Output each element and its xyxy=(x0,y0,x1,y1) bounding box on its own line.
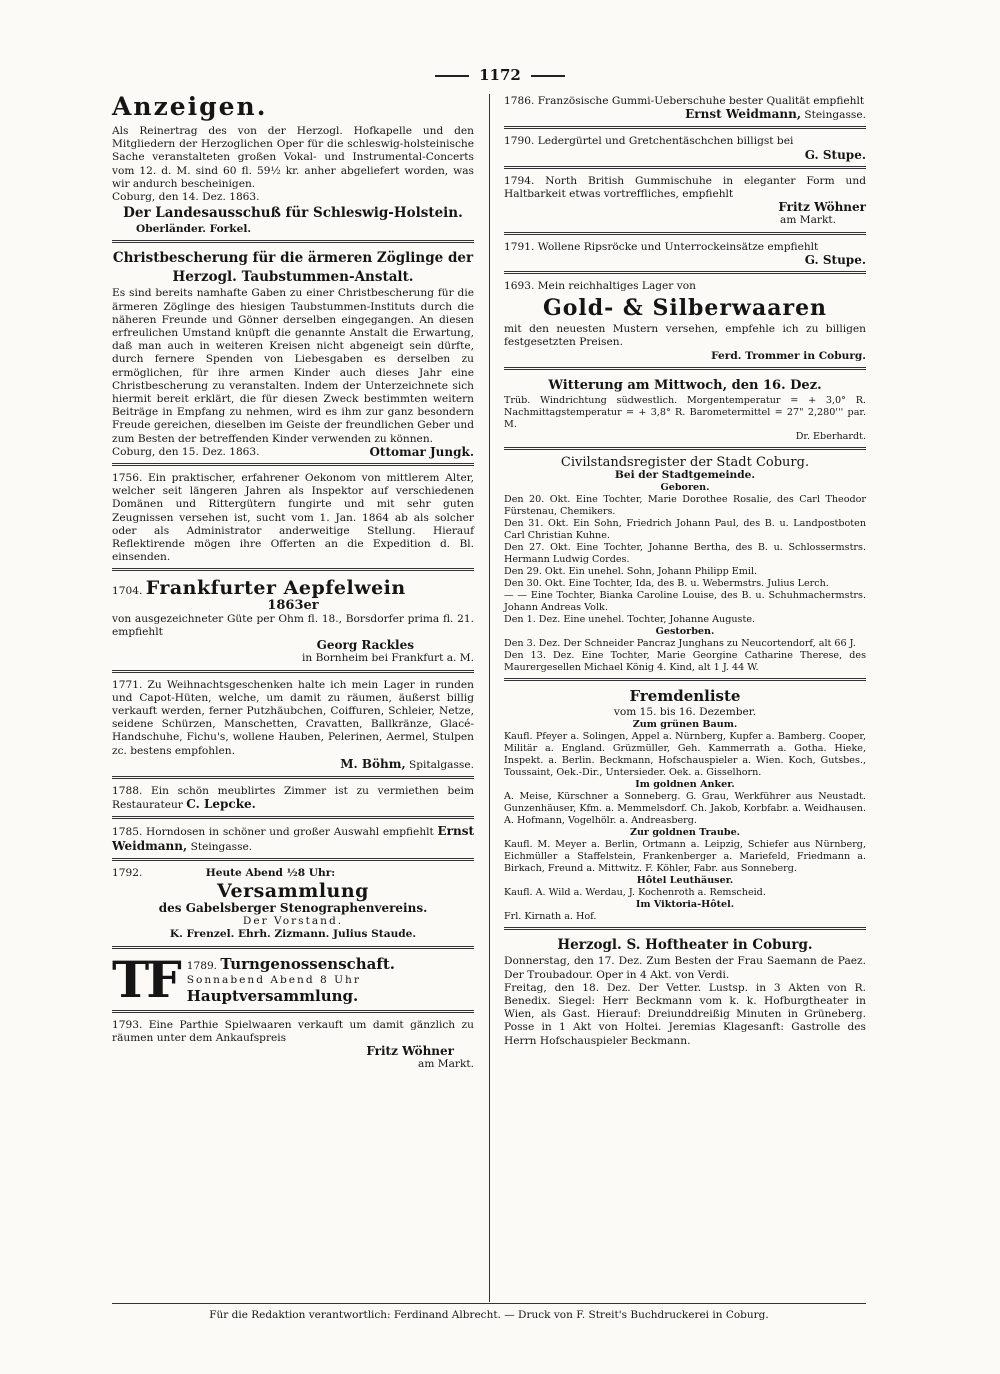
ad-gold-silber xyxy=(504,277,866,370)
ad-ledergurtel xyxy=(504,132,866,168)
ad-text: Wollene Ripsröcke und Unterrockeinsätze empfiehlt xyxy=(537,240,819,253)
signers: K. Frenzel. Ehrh. Zizmann. Julius Staude. xyxy=(169,928,417,941)
visitors-sections xyxy=(504,719,866,923)
place-date: Coburg, den 15. Dez. 1863. xyxy=(112,445,260,458)
ad-text: North British Gummischuhe in eleganter Form und Haltbarkeit etwas vortreffliches, empfiehlt xyxy=(504,174,866,201)
signer: G. Stupe. xyxy=(804,147,866,162)
ad-christbescherung xyxy=(112,246,474,466)
ad-text: Zu Weihnachtsgeschenken halte ich mein Lager in runden und Capot-Hüten, welche, um damit zu räumen, äußerst billig verkauft werden, ferner Putzhäubchen, Coiffuren, Schleier, Netze, seidene Schürzen, Manschetten, Cravatten, Ballkränze, Glacé-Handschuhe, Fichu's, wollene Hauben, Pelerinen, Aermel, Stulpen zc. bestens empfohlen. xyxy=(112,678,474,757)
ad-subtitle: Hauptversammlung. xyxy=(186,986,359,1005)
signer: Ernst Weidmann, xyxy=(685,107,802,122)
signer: M. Böhm, xyxy=(340,756,406,771)
tf-logo-glyph: TF xyxy=(112,950,179,1010)
signers: Oberländer. Forkel. xyxy=(136,223,252,236)
ad-huete xyxy=(112,676,474,779)
ad-number: 1792. xyxy=(112,866,143,879)
location: am Markt. xyxy=(780,214,836,227)
signer: G. Stupe. xyxy=(804,252,866,267)
ad-number: 1794. xyxy=(504,174,535,187)
visitors-dates: vom 15. bis 16. Dezember. xyxy=(613,706,757,719)
section-name: Zur goldnen Traube. xyxy=(629,827,741,839)
ad-text: Es sind bereits namhafte Gaben zu einer Christbescherung für die ärmeren Zöglinge des hiesigen Taubstummen-Instituts durch die näheren Freunde und Gönner derselben eingegangen. An diesen erfreulichen Umstand knüpft die genannte Anstalt die Erwartung, daß man auch in weiteren Kreisen nicht abgeneigt sein dürfte, durch fernere Spenden von Liebesgaben es derselben zu ermöglichen, für ihre armen Kinder auch dieses Jahr eine Christbescherung zu veranstalten. Indem der Unterzeichnete sich hiermit bereit erklärt, die für diesen Zweck bestimmten weitern Beiträge in Empfang zu nehmen, wird es ihm zur ganz besondern Freude gereichen, dieselben im Geiste der freundlichen Geber und zum Besten der betreffenden Kinder verwenden zu können. xyxy=(112,287,474,445)
right-column xyxy=(504,92,866,1055)
ad-text: Ein praktischer, erfahrener Oekonom von mittlerem Alter, welcher seit längeren Jahren als Inspektor auf verschiedenen Domänen und Rittergütern fungirte und mit sehr guten Zeugnissen versehen ist, sucht vom 1. Jan. 1864 ab als solcher oder als Administrator anderweitige Stellung. Hierauf Reflektirende mögen ihre Offerten an die Expedition d. Bl. einsenden. xyxy=(112,472,474,564)
theater-entry: Donnerstag, den 17. Dez. Zum Besten der Frau Saemann de Paez. Der Troubadour. Oper in 4 Akt. von Verdi. xyxy=(504,955,866,981)
ad-horndosen xyxy=(112,822,474,860)
died-list xyxy=(504,638,866,674)
list-item: Den 27. Okt. Eine Tochter, Johanne Bertha, des B. u. Schlossermstrs. Hermann Ludwig Cordes. xyxy=(504,542,866,566)
list-item: Den 30. Okt. Eine Tochter, Ida, des B. u. Webermstrs. Julius Lerch. xyxy=(504,578,829,590)
ad-text: Ledergürtel und Gretchentäschchen billigst bei xyxy=(537,135,794,148)
ad-number: 1704. xyxy=(112,585,143,598)
ad-number: 1756. xyxy=(112,472,143,485)
ad-text: Horndosen in schöner und großer Auswahl empfiehlt xyxy=(146,826,434,839)
location: Spitalgasse. xyxy=(409,758,474,771)
ad-gummi-ueberschuhe xyxy=(504,92,866,129)
list-item: — — Eine Tochter, Bianka Caroline Louise, des B. u. Schuhmachermstrs. Johann Andreas Volk. xyxy=(504,590,866,614)
ad-line-2: des Gabelsberger Stenographenvereins. xyxy=(158,900,428,915)
signer: Fritz Wöhner xyxy=(778,200,866,215)
ad-number: 1786. xyxy=(504,95,535,107)
ad-text: Ein schön meublirtes Zimmer ist zu vermiethen beim Restaurateur xyxy=(112,784,474,812)
theater-title: Herzogl. S. Hoftheater in Coburg. xyxy=(557,937,813,954)
section-text: Kaufl. Pfeyer a. Solingen, Appel a. Nürnberg, Kupfer a. Bamberg. Cooper, Militär a. England. Grüzmüller, Geh. Kammerrath a. Gotha. Hieke, Inspekt. a. Berlin. Beckmann, Hofschauspieler a. Wien. Koch, Gutsbes., Toussaint, Oek.-Dir., Untersieder. Oek. a. Gisselhorn. xyxy=(504,731,866,779)
ad-title: Gold- & Silberwaaren xyxy=(542,295,828,322)
place-date: Coburg, den 14. Dez. 1863. xyxy=(112,191,260,204)
ad-line: Heute Abend ½8 Uhr: xyxy=(205,866,336,879)
imprint-footer: Für die Redaktion verantwortlich: Ferdinand Albrecht. — Druck von F. Streit's Buchdruckerei in Coburg. xyxy=(112,1303,866,1321)
ad-north-british xyxy=(504,172,866,235)
ad-number: 1771. xyxy=(112,678,143,691)
ad-text: mit den neuesten Mustern versehen, empfehle ich zu billigen festgesetzten Preisen. xyxy=(504,323,866,349)
ad-concert-receipt xyxy=(112,122,474,243)
signer: Ernst Weidmann, xyxy=(112,824,474,853)
ad-number: 1785. xyxy=(112,826,143,839)
signer: Ottomar Jungk. xyxy=(369,444,474,459)
list-item: Den 20. Okt. Eine Tochter, Marie Dorothee Rosalie, des Carl Theodor Fürstenau, Chemikers. xyxy=(504,494,866,518)
list-item: Den 29. Okt. Ein unehel. Sohn, Johann Philipp Emil. xyxy=(504,566,758,578)
ad-number: 1693. xyxy=(504,280,535,293)
location: Steingasse. xyxy=(190,840,253,853)
section-text: Kaufl. M. Meyer a. Berlin, Ortmann a. Leipzig, Schiefer aus Nürnberg, Eichmüller a Staffelstein, Frankenberger a. Mariefeld, Friedmann a. Birkach, Freund a. Mittwitz. F. Köhler, Fabr. aus Sonneberg. xyxy=(504,839,866,875)
list-item: Den 1. Dez. Eine unehel. Tochter, Johanne Auguste. xyxy=(504,614,756,626)
civil-register xyxy=(504,453,866,681)
organization: Der Landesausschuß für Schleswig-Holstein. xyxy=(123,205,463,222)
signer: Ferd. Trommer in Coburg. xyxy=(711,349,866,362)
weather-report xyxy=(504,373,866,450)
section-text: A. Meise, Kürschner a Sonneberg. G. Grau, Werkführer aus Neustadt. Gunzenhäuser, Kfm. a. Memmelsdorf. Ch. Jakob, Korbfabr. a. Weidhausen. A. Hofmann, Vogelhölr. a. Andreasberg. xyxy=(504,791,866,827)
section-heading: Anzeigen. xyxy=(112,92,268,121)
weather-signer: Dr. Eberhardt. xyxy=(795,430,866,442)
ad-number: 1789. xyxy=(186,959,218,972)
section-name: Zum grünen Baum. xyxy=(632,719,738,731)
ad-line-3: Der Vorstand. xyxy=(242,915,344,928)
born-heading: Geboren. xyxy=(660,482,710,494)
ad-number: 1793. xyxy=(112,1018,143,1031)
ad-turngenossenschaft xyxy=(112,952,474,1013)
ad-text: Eine Parthie Spielwaaren verkauft um damit gänzlich zu räumen unter dem Ankaufspreis xyxy=(112,1018,474,1044)
ad-oekonom xyxy=(112,469,474,571)
ad-text: Als Reinertrag des von der Herzogl. Hofkapelle und den Mitgliedern der Herzoglichen Oper für die schleswig-holsteinische Sache veranstalteten großen Vokal- und Instrumental-Concerts vom 12. d. M. sind 60 fl. 59½ kr. anher abgeliefert worden, was wir andurch bescheinigen. xyxy=(112,125,474,190)
ad-zimmer xyxy=(112,782,474,819)
name: C. Lepcke. xyxy=(186,797,256,812)
left-column xyxy=(112,92,474,1079)
ad-year: 1863er xyxy=(267,598,319,614)
weather-text: Trüb. Windrichtung südwestlich. Morgentemperatur = + 3,0° R. Nachmittagstemperatur = + 3,8° R. Barometermittel = 27" 2,280''' par. M. xyxy=(504,394,866,430)
location: am Markt. xyxy=(418,1058,474,1071)
ad-title: Versammlung xyxy=(217,879,369,902)
list-item: Den 3. Dez. Der Schneider Pancraz Junghans zu Neucortendorf, alt 66 J. xyxy=(504,638,856,650)
theater-program xyxy=(504,933,866,1051)
section-name: Im goldnen Anker. xyxy=(635,779,735,791)
ad-number: 1790. xyxy=(504,135,535,148)
location: Steingasse. xyxy=(804,109,866,122)
list-item: Den 31. Okt. Ein Sohn, Friedrich Johann Paul, des B. u. Landpostboten Carl Christian Kuhne. xyxy=(504,518,866,542)
location: in Bornheim bei Frankfurt a. M. xyxy=(302,652,474,665)
ad-number: 1788. xyxy=(112,784,143,797)
section-name: Im Viktoria-Hôtel. xyxy=(635,899,735,911)
ad-ripsroecke xyxy=(504,238,866,274)
ad-title-2: Herzogl. Taubstummen-Anstalt. xyxy=(172,269,414,286)
visitors-title: Fremdenliste xyxy=(629,687,741,706)
section-text: Kaufl. A. Wild a. Werdau, J. Kochenroth a. Remscheid. xyxy=(504,887,766,899)
ad-number: 1791. xyxy=(504,240,535,253)
weather-title: Witterung am Mittwoch, den 16. Dez. xyxy=(548,377,822,393)
ad-title: Turngenossenschaft. xyxy=(220,954,396,973)
ad-text: von ausgezeichneter Güte per Ohm fl. 18., Borsdorfer prima fl. 21. empfiehlt xyxy=(112,612,474,638)
column-divider xyxy=(489,94,490,1302)
ad-title: Christbescherung für die ärmeren Zöglinge der xyxy=(112,250,474,267)
ad-line: Mein reichhaltiges Lager von xyxy=(537,280,696,293)
died-heading: Gestorben. xyxy=(655,626,715,638)
ad-stenographen xyxy=(112,864,474,949)
list-item: Den 13. Dez. Eine Tochter, Marie Georgine Catharine Therese, des Maurergesellen Michael König 4. Kind, alt 1 J. 44 W. xyxy=(504,650,866,674)
theater-entry: Freitag, den 18. Dez. Der Vetter. Lustsp. in 3 Akten von R. Benedix. Siegel: Herr Beckmann vom k. k. Hofburgtheater in Wien, als Gast. Hierauf: Dreiunddreißig Minuten in Grüneberg. Posse in 1 Akt von Holtei. Jeremias Klagesanft: Gastrolle des Herrn Hofschauspieler Beckmann. xyxy=(504,981,866,1047)
ad-spielwaaren xyxy=(112,1016,474,1076)
born-list xyxy=(504,494,866,626)
register-subtitle: Bei der Stadtgemeinde. xyxy=(614,469,756,482)
ad-title: Frankfurter Aepfelwein xyxy=(145,577,406,600)
register-title: Civilstandsregister der Stadt Coburg. xyxy=(560,454,810,470)
ad-line: Sonnabend Abend 8 Uhr xyxy=(186,973,361,986)
ad-aepfelwein xyxy=(112,574,474,672)
signer: Georg Rackles xyxy=(316,638,414,653)
section-name: Hôtel Leuthäuser. xyxy=(636,875,734,887)
ad-text: Französische Gummi-Ueberschuhe bester Qualität empfiehlt xyxy=(537,95,865,107)
section-text: Frl. Kirnath a. Hof. xyxy=(504,911,597,923)
page-number: 1172 xyxy=(0,66,1000,84)
visitors-list xyxy=(504,684,866,930)
signer: Fritz Wöhner xyxy=(366,1044,454,1059)
